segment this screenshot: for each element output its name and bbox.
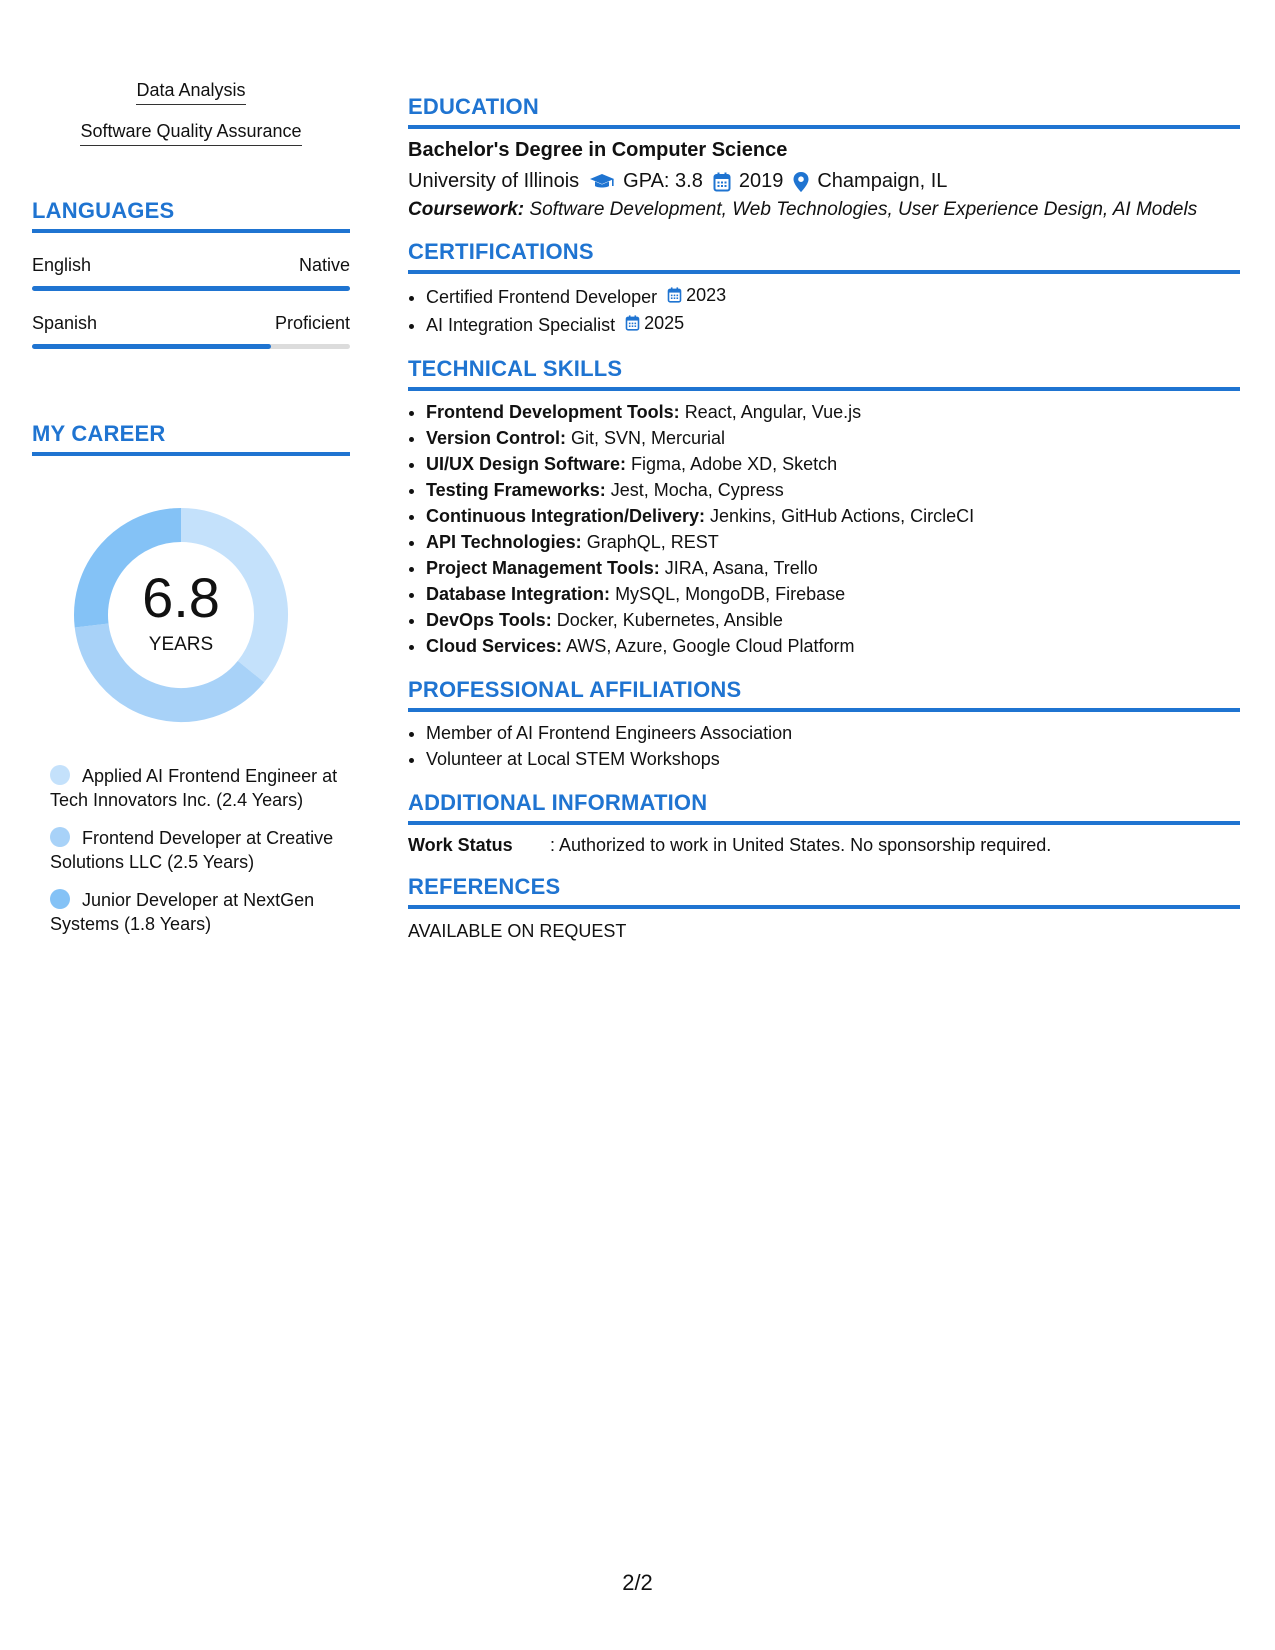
work-status-row [408, 835, 1240, 856]
career-role-label: Applied AI Frontend Engineer at Tech Innovators Inc. (2.4 Years) [50, 766, 338, 810]
school-location: Champaign, IL [817, 170, 948, 192]
career-legend [50, 764, 340, 936]
certification-year: 2023 [686, 285, 727, 305]
career-role-label: Frontend Developer at Creative Solutions LLC (2.5 Years) [50, 828, 334, 872]
coursework-label: Coursework: [408, 199, 525, 220]
skill-item [426, 555, 1240, 581]
skill-category: Testing Frameworks: [426, 480, 606, 500]
affiliations-heading: PROFESSIONAL AFFILIATIONS [408, 677, 1240, 712]
skill-tag [32, 121, 350, 146]
education-details [408, 170, 1240, 193]
career-legend-item [50, 888, 340, 936]
certification-name: Certified Frontend Developer [426, 287, 658, 307]
calendar-icon [625, 315, 640, 331]
skill-category: API Technologies: [426, 532, 582, 552]
skill-values: Jenkins, GitHub Actions, CircleCI [710, 506, 975, 526]
career-legend-item [50, 764, 340, 812]
skill-values: Git, SVN, Mercurial [571, 428, 726, 448]
skill-tag [32, 80, 350, 105]
skill-item [426, 503, 1240, 529]
career-role-label: Junior Developer at NextGen Systems (1.8 Years) [50, 890, 315, 934]
work-status-value: : Authorized to work in United States. No sponsorship required. [550, 835, 1052, 855]
calendar-icon [667, 287, 682, 303]
coursework-list: Software Development, Web Technologies, User Experience Design, AI Models [529, 199, 1198, 220]
skill-category: Version Control: [426, 428, 567, 448]
skill-tag-label: Data Analysis [136, 80, 245, 105]
career-legend-item [50, 826, 340, 874]
language-item [32, 255, 350, 291]
skill-item [426, 425, 1240, 451]
certification-year: 2025 [644, 313, 685, 333]
certification-name: AI Integration Specialist [426, 315, 616, 335]
location-pin-icon [793, 172, 809, 192]
skill-item [426, 529, 1240, 555]
skill-category: DevOps Tools: [426, 610, 552, 630]
affiliations-list [408, 720, 1240, 772]
skill-category: Frontend Development Tools: [426, 402, 680, 422]
language-level-fill [32, 344, 271, 349]
language-name: Spanish [32, 313, 98, 333]
language-level: Proficient [274, 313, 350, 333]
additional-info-heading: ADDITIONAL INFORMATION [408, 790, 1240, 825]
language-name: English [32, 255, 92, 275]
references-heading: REFERENCES [408, 874, 1240, 909]
language-level-bar [32, 286, 350, 291]
references-text: AVAILABLE ON REQUEST [408, 921, 627, 941]
graduation-year: 2019 [738, 170, 784, 192]
certifications-heading: CERTIFICATIONS [408, 239, 1240, 274]
skill-item [426, 477, 1240, 503]
skill-item [426, 633, 1240, 659]
skill-item [426, 451, 1240, 477]
education-heading: EDUCATION [408, 94, 1240, 129]
language-level-bar [32, 344, 350, 349]
school-name: University of Illinois [408, 170, 580, 192]
skill-category: Continuous Integration/Delivery: [426, 506, 706, 526]
language-level-fill [32, 286, 350, 291]
skill-values: JIRA, Asana, Trello [664, 558, 818, 578]
skill-values: Figma, Adobe XD, Sketch [631, 454, 838, 474]
language-level: Native [298, 255, 350, 275]
technical-skills-list [408, 399, 1240, 659]
affiliation-item: • Member of AI Frontend Engineers Association [426, 720, 1240, 746]
right-column [408, 80, 1240, 942]
language-item [32, 313, 350, 349]
skill-category: UI/UX Design Software: [426, 454, 627, 474]
career-donut-chart [66, 500, 296, 730]
skill-values: GraphQL, REST [586, 532, 719, 552]
skill-tag-label: Software Quality Assurance [80, 121, 301, 146]
skill-values: React, Angular, Vue.js [684, 402, 862, 422]
left-column [32, 80, 350, 950]
languages-heading: LANGUAGES [32, 198, 350, 233]
skill-item [426, 581, 1240, 607]
calendar-icon [713, 172, 731, 192]
coursework [408, 199, 1240, 221]
technical-skills-heading: TECHNICAL SKILLS [408, 356, 1240, 391]
affiliation-item: • Volunteer at Local STEM Workshops [426, 746, 1240, 772]
skill-category: Project Management Tools: [426, 558, 660, 578]
skill-values: Jest, Mocha, Cypress [610, 480, 784, 500]
certification-item [426, 310, 1240, 338]
skill-values: MySQL, MongoDB, Firebase [615, 584, 846, 604]
certification-item [426, 282, 1240, 310]
skill-category: Cloud Services: [426, 636, 563, 656]
skill-values: Docker, Kubernetes, Ansible [556, 610, 783, 630]
legend-swatch [50, 765, 70, 785]
page-number: 2/2 [622, 1570, 653, 1595]
skill-item [426, 399, 1240, 425]
legend-swatch [50, 889, 70, 909]
skill-category: Database Integration: [426, 584, 611, 604]
skill-values: AWS, Azure, Google Cloud Platform [566, 636, 855, 656]
gpa: GPA: 3.8 [623, 170, 703, 192]
career-heading: MY CAREER [32, 421, 350, 456]
degree-title: Bachelor's Degree in Computer Science [408, 139, 788, 161]
graduation-cap-icon [589, 172, 615, 192]
certifications-list [408, 282, 1240, 338]
skill-item [426, 607, 1240, 633]
legend-swatch [50, 827, 70, 847]
work-status-label: Work Status [408, 835, 513, 855]
career-total-value: 6.8 [142, 566, 220, 629]
career-total-unit: YEARS [148, 634, 214, 655]
